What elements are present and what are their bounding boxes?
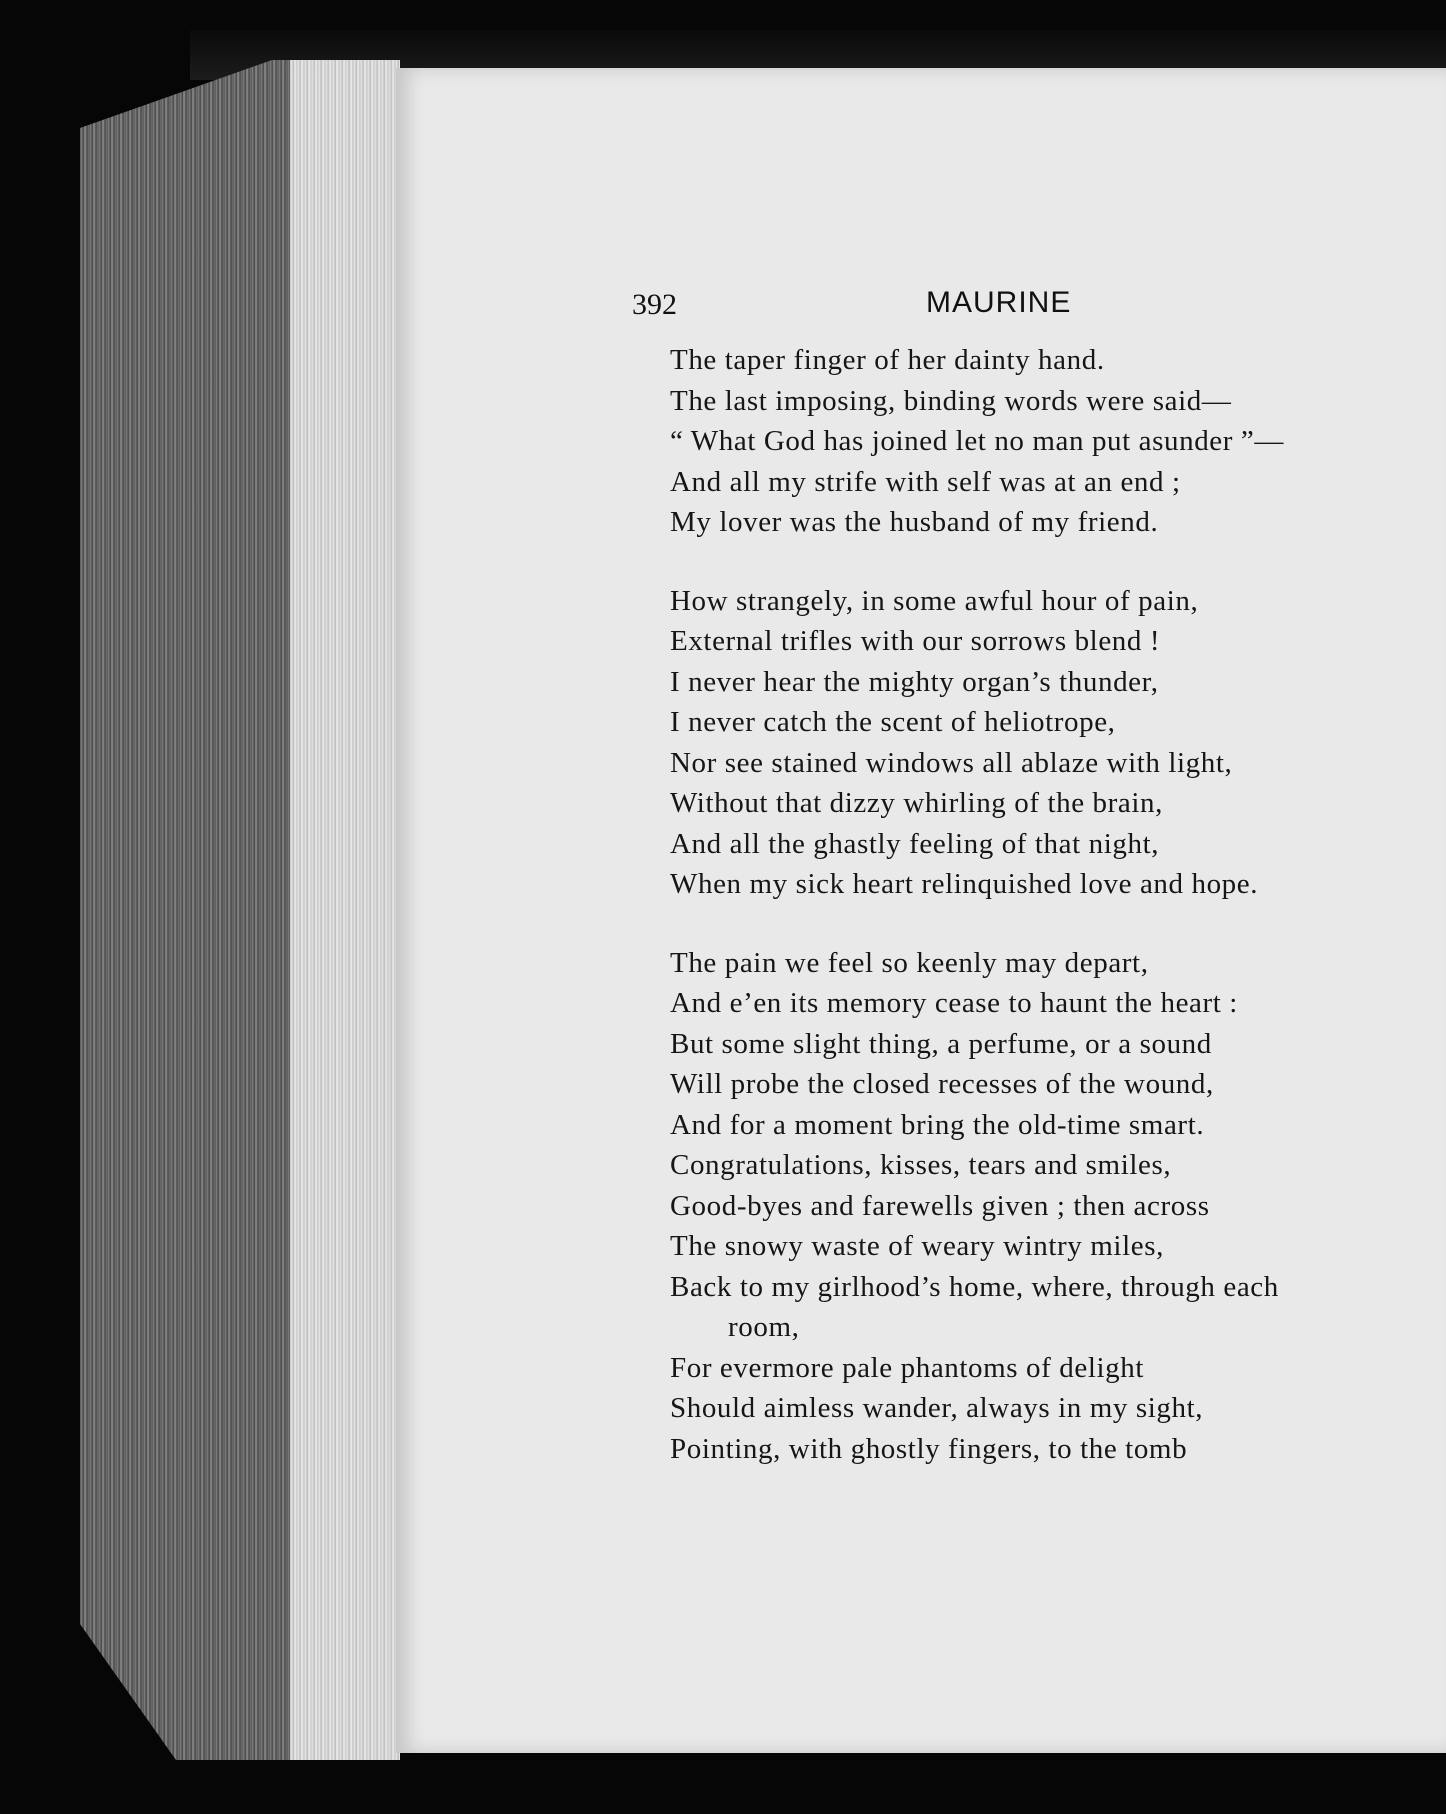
poem-line: External trifles with our sorrows blend ! <box>670 625 1161 657</box>
poem-line: For evermore pale phantoms of delight <box>670 1351 1144 1384</box>
poem-line: And all the ghastly feeling of that night, <box>670 827 1160 860</box>
poem-line: Congratulations, kisses, tears and smiles, <box>670 1149 1172 1181</box>
poem-line: The last imposing, binding words were said— <box>670 384 1232 417</box>
poem-text <box>670 340 1430 1507</box>
poem-line: Should aimless wander, always in my sight, <box>670 1392 1204 1424</box>
stanza <box>670 943 1430 1470</box>
page-number: 392 <box>632 288 677 321</box>
stanza <box>670 581 1430 905</box>
poem-line: Pointing, with ghostly fingers, to the tomb <box>670 1432 1188 1465</box>
poem-line: And all my strife with self was at an end ; <box>670 465 1181 498</box>
running-head <box>396 278 1446 338</box>
running-title: MAURINE <box>926 286 1072 319</box>
poem-line: When my sick heart relinquished love and hope. <box>670 868 1259 900</box>
poem-line: My lover was the husband of my friend. <box>670 506 1159 538</box>
book-page <box>396 68 1446 1753</box>
poem-line: Back to my girlhood’s home, where, through each <box>670 1270 1279 1303</box>
poem-line: And e’en its memory cease to haunt the heart : <box>670 987 1238 1019</box>
poem-line: Nor see stained windows all ablaze with light, <box>670 746 1233 779</box>
poem-line: room, <box>728 1311 800 1343</box>
poem-line: Without that dizzy whirling of the brain, <box>670 787 1163 819</box>
poem-line: I never catch the scent of heliotrope, <box>670 706 1116 738</box>
page-block-edge-highlight <box>290 60 400 1760</box>
poem-line: And for a moment bring the old-time smart. <box>670 1108 1205 1141</box>
poem-line: Good-byes and farewells given ; then across <box>670 1189 1210 1222</box>
stanza <box>670 340 1430 543</box>
poem-line: But some slight thing, a perfume, or a sound <box>670 1027 1212 1060</box>
poem-line: How strangely, in some awful hour of pain, <box>670 584 1199 617</box>
poem-line: “ What God has joined let no man put asunder ”— <box>670 425 1284 457</box>
poem-line: I never hear the mighty organ’s thunder, <box>670 665 1159 698</box>
poem-line: Will probe the closed recesses of the wound, <box>670 1068 1214 1100</box>
poem-line: The taper finger of her dainty hand. <box>670 344 1105 376</box>
poem-line: The snowy waste of weary wintry miles, <box>670 1230 1164 1262</box>
poem-line: The pain we feel so keenly may depart, <box>670 946 1149 979</box>
